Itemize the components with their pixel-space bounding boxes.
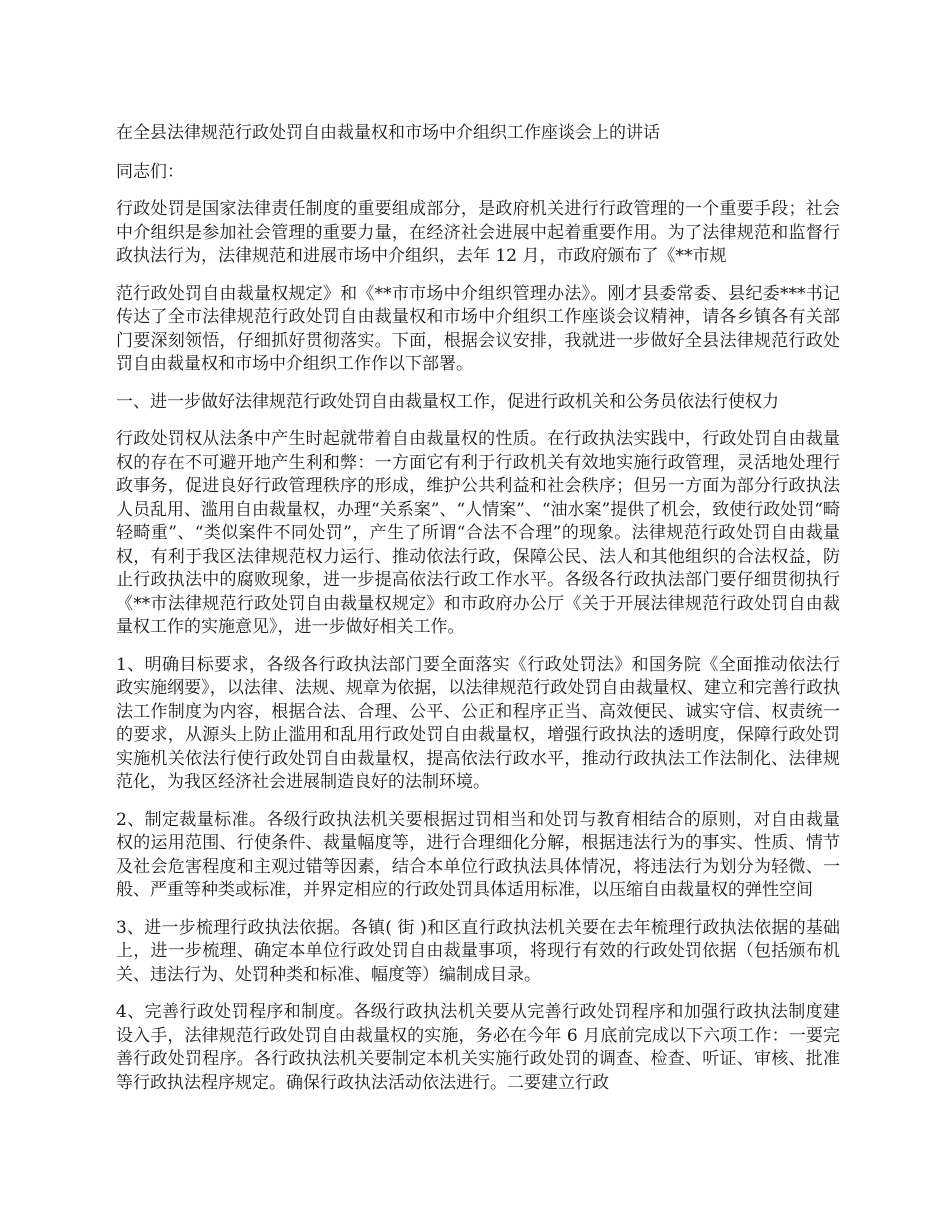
greeting: 同志们： xyxy=(116,161,184,182)
document-page xyxy=(116,122,840,1109)
paragraph-item-4: 4、完善行政处罚程序和制度。各级行政执法机关要从完善行政处罚程序和加强行政执法制度建设入手，法律规范行政处罚自由裁量权的实施，务必在今年 6 月底前完成以下六项工作：一要完善行政处罚程序。各行政执法机关要制定本机关实施行政处罚的调查、检查、听证、审核、批准等行政执法程序规定。确保行政执法活动依法进行。二要建立行政 xyxy=(116,1002,840,1093)
paragraph-item-3: 3、进一步梳理行政执法依据。各镇( 街 )和区直行政执法机关要在去年梳理行政执法依据的基础上，进一步梳理、确定本单位行政处罚自由裁量事项，将现行有效的行政处罚依据（包括颁布机关、违法行为、处罚种类和标准、幅度等）编制成目录。 xyxy=(116,917,840,985)
section-heading-1: 一、进一步做好法律规范行政处罚自由裁量权工作，促进行政机关和公务员依法行使权力 xyxy=(116,391,779,412)
paragraph-discretion: 行政处罚权从法条中产生时起就带着自由裁量权的性质。在行政执法实践中，行政处罚自由裁量权的存在不可避开地产生利和弊：一方面它有利于行政机关有效地实施行政管理，灵活地处理行政事务，促进良好行政管理秩序的形成，维护公共利益和社会秩序；但另一方面为部分行政执法人员乱用、滥用自由裁量权，办理“关系案”、“人情案”、“油水案”提供了机会，致使行政处罚“畸轻畸重”、“类似案件不同处罚”，产生了所谓“合法不合理”的现象。法律规范行政处罚自由裁量权，有利于我区法律规范权力运行、推动依法行政，保障公民、法人和其他组织的合法权益，防止行政执法中的腐败现象，进一步提高依法行政工作水平。各级各行政执法部门要仔细贯彻执行《**市法律规范行政处罚自由裁量权规定》和市政府办公厅《关于开展法律规范行政处罚自由裁量权工作的实施意见》，进一步做好相关工作。 xyxy=(116,429,840,637)
document-title: 在全县法律规范行政处罚自由裁量权和市场中介组织工作座谈会上的讲话 xyxy=(116,123,660,143)
paragraph-item-1: 1、明确目标要求，各级各行政执法部门要全面落实《行政处罚法》和国务院《全面推动依法行政实施纲要》，以法律、法规、规章为依据，以法律规范行政处罚自由裁量权、建立和完善行政执法工作制度为内容，根据合法、合理、公平、公正和程序正当、高效便民、诚实守信、权责统一的要求，从源头上防止滥用和乱用行政处罚自由裁量权，增强行政执法的透明度，保障行政处罚实施机关依法行使行政处罚自由裁量权，提高依法行政水平，推动行政执法工作法制化、法律规范化，为我区经济社会进展制造良好的法制环境。 xyxy=(116,654,840,792)
paragraph-intro: 行政处罚是国家法律责任制度的重要组成部分，是政府机关进行行政管理的一个重要手段；社会中介组织是参加社会管理的重要力量，在经济社会进展中起着重要作用。为了法律规范和监督行政执法行为，法律规范和进展市场中介组织，去年 12 月，市政府颁布了《**市规 xyxy=(116,199,840,266)
paragraph-item-2: 2、制定裁量标准。各级行政执法机关要根据过罚相当和处罚与教育相结合的原则，对自由裁量权的运用范围、行使条件、裁量幅度等，进行合理细化分解，根据违法行为的事实、性质、情节及社会危害程度和主观过错等因素，结合本单位行政执法具体情况，将违法行为划分为轻微、一般、严重等种类或标准，并界定相应的行政处罚具体适用标准，以压缩自由裁量权的弹性空间 xyxy=(116,809,840,900)
paragraph-deployment: 范行政处罚自由裁量权规定》和《**市市场中介组织管理办法》。刚才县委常委、县纪委***书记传达了全市法律规范行政处罚自由裁量权和市场中介组织工作座谈会议精神，请各乡镇各有关部门要深刻领悟，仔细抓好贯彻落实。下面，根据会议安排，我就进一步做好全县法律规范行政处罚自由裁量权和市场中介组织工作作以下部署。 xyxy=(116,283,840,374)
